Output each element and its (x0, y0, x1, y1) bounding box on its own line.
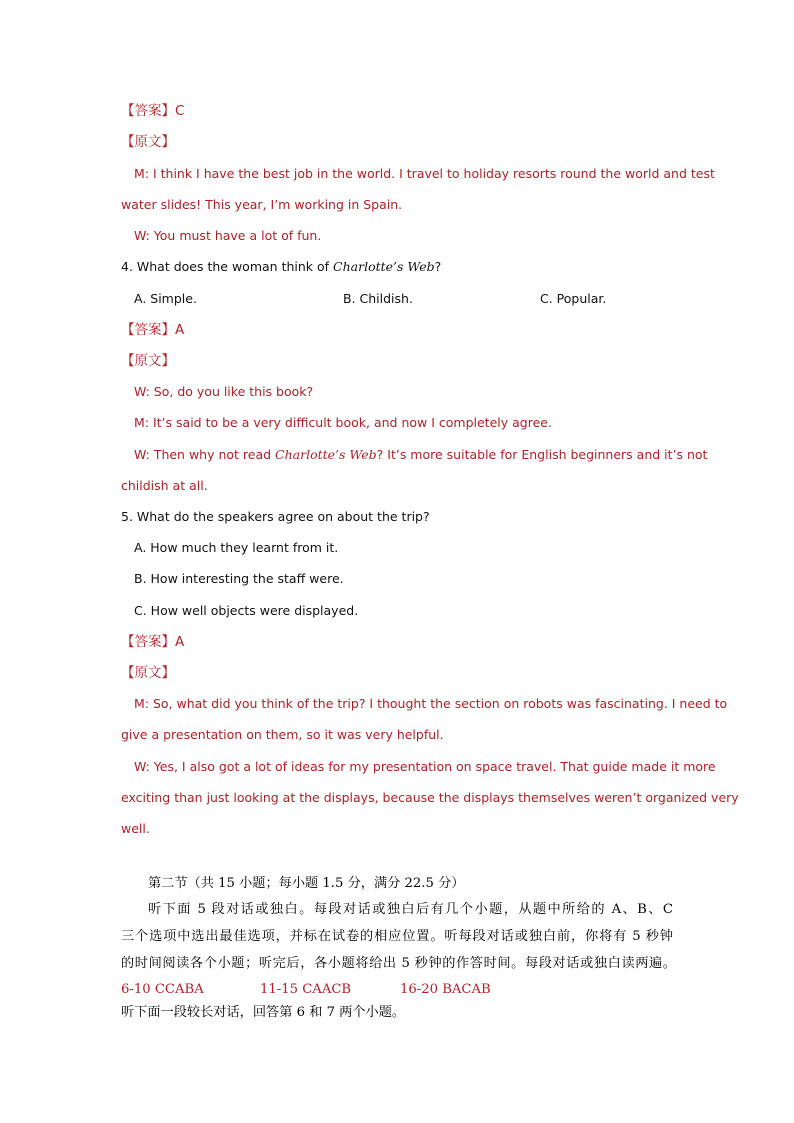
options-q4 (0, 291, 794, 307)
answer-key-11-15: 11-15 CAACB (260, 982, 352, 997)
instructions-line: 听下面 5 段对话或独白。每段对话或独白后有几个小题，从题中所给的 A、B、C (148, 902, 673, 917)
transcript-line (134, 447, 708, 463)
section-heading: 第二节（共 15 小题；每小题 1.5 分，满分 22.5 分） (148, 876, 465, 891)
instructions-line: 三个选项中选出最佳选项，并标在试卷的相应位置。听每段对话或独白前，你将有 5 秒钟 (121, 929, 673, 944)
answer-key (0, 981, 794, 999)
answer-key-6-10: 6-10 CCABA (121, 982, 204, 997)
transcript-line: W: You must have a lot of fun. (134, 228, 322, 243)
option-c: C. How well objects were displayed. (134, 603, 359, 618)
answer-line-q3 (121, 103, 184, 119)
option-c: C. Popular. (540, 291, 607, 306)
transcript-line: W: So, do you like this book? (134, 384, 314, 399)
option-a: A. How much they learnt from it. (134, 540, 339, 555)
option-b: B. Childish. (343, 291, 413, 306)
transcript-line: W: Yes, I also got a lot of ideas for my presentation on space travel. That guide made it more (134, 759, 716, 774)
transcript-text: ? It’s more suitable for English beginners and it’s not (376, 447, 708, 462)
transcript-label-q3: 【原文】 (121, 134, 175, 150)
answer-label: 【答案】 (121, 103, 175, 119)
option-a: A. Simple. (134, 291, 197, 306)
transcript-line: water slides! This year, I’m working in Spain. (121, 197, 403, 212)
transcript-line: M: So, what did you think of the trip? I thought the section on robots was fascinating. I need to (134, 696, 728, 711)
answer-line-q4 (121, 322, 184, 338)
answer-label: 【答案】 (121, 634, 175, 650)
next-instruction: 听下面一段较长对话，回答第 6 和 7 两个小题。 (121, 1005, 406, 1020)
question-text: ? (434, 259, 442, 274)
book-title: Charlotte’s Web (333, 259, 435, 274)
answer-line-q5 (121, 634, 184, 650)
transcript-line: give a presentation on them, so it was very helpful. (121, 727, 444, 742)
option-b: B. How interesting the staff were. (134, 571, 344, 586)
transcript-line: M: I think I have the best job in the world. I travel to holiday resorts round the world and test (134, 166, 715, 181)
transcript-label-q4: 【原文】 (121, 353, 175, 369)
transcript-line: M: It’s said to be a very difficult book, and now I completely agree. (134, 415, 552, 430)
transcript-line: well. (121, 821, 150, 836)
transcript-text: W: Then why not read (134, 447, 276, 462)
answer-value: C (175, 103, 185, 119)
question-5: 5. What do the speakers agree on about the trip? (121, 509, 430, 524)
transcript-line: exciting than just looking at the displays, because the displays themselves weren’t organized very (121, 790, 739, 805)
question-4 (121, 259, 441, 275)
instructions-line: 的时间阅读各个小题；听完后，各小题将给出 5 秒钟的作答时间。每段对话或独白读两遍。 (121, 956, 676, 971)
answer-key-16-20: 16-20 BACAB (400, 982, 491, 997)
transcript-line: childish at all. (121, 478, 208, 493)
transcript-label-q5: 【原文】 (121, 665, 175, 681)
question-text: 4. What does the woman think of (121, 259, 334, 274)
answer-value: A (175, 634, 185, 650)
answer-value: A (175, 322, 185, 338)
answer-label: 【答案】 (121, 322, 175, 338)
book-title: Charlotte’s Web (275, 447, 377, 462)
